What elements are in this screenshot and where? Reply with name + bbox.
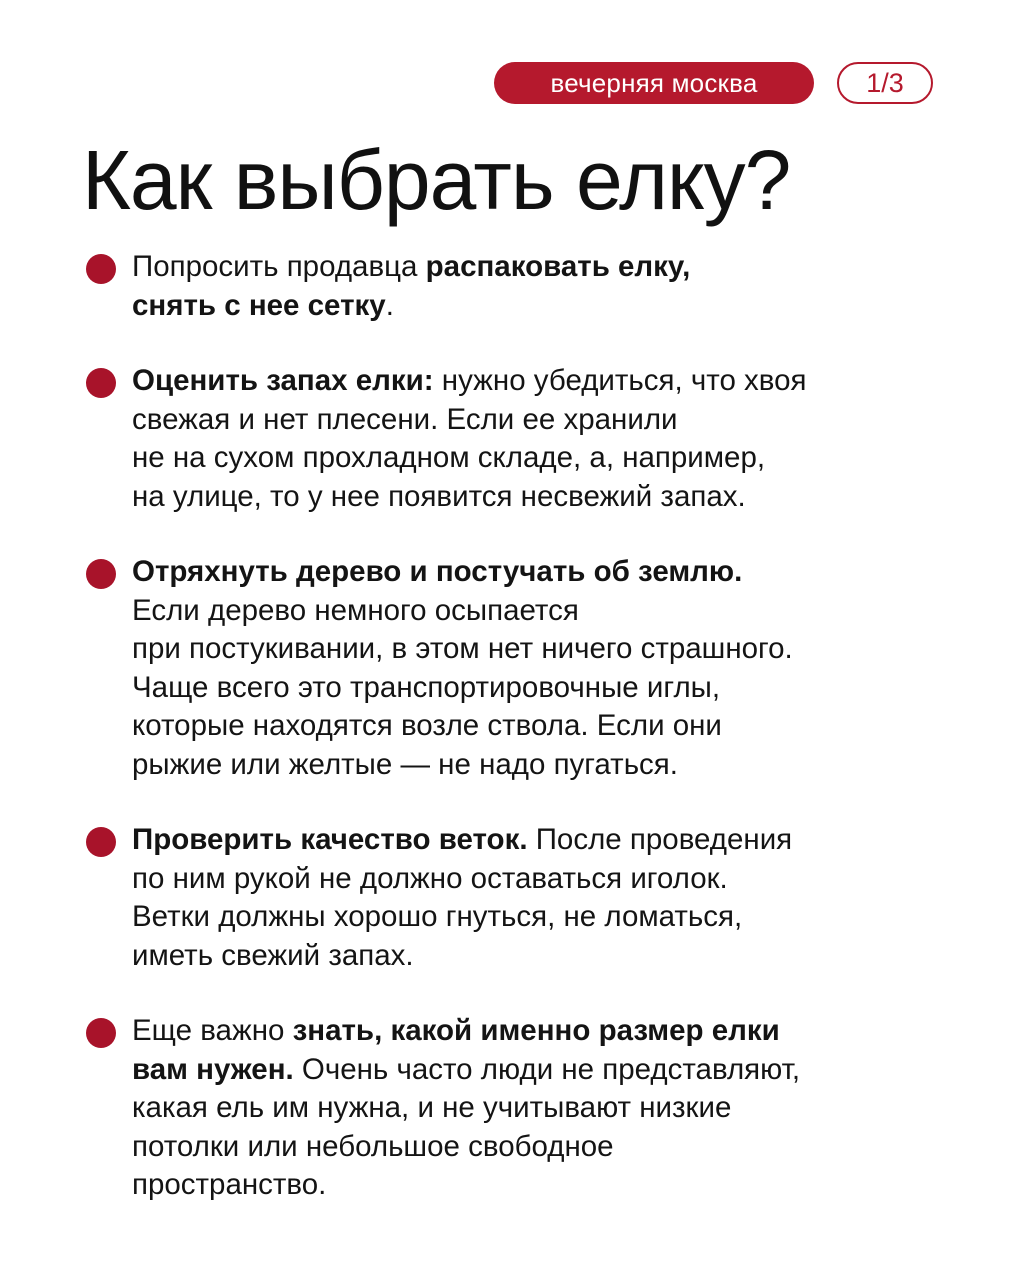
tip-bold-text: снять с нее сетку	[132, 288, 386, 322]
tip-text: по ним рукой не должно оставаться иголок.	[132, 861, 728, 895]
tip-text: пространство.	[132, 1168, 327, 1201]
tip-bold-text: Проверить качество веток.	[132, 823, 528, 856]
list-item	[86, 553, 966, 784]
tip-text: нужно убедиться, что хвоя	[433, 364, 807, 397]
tip-text: После проведения	[527, 823, 793, 856]
tip-text: рыжие или желтые — не надо пугаться.	[132, 747, 678, 781]
tip-text: Еще важно	[132, 1014, 293, 1047]
tip-text: на улице, то у нее появится несвежий запах.	[132, 479, 746, 513]
tip-bold-text: распаковать елку,	[425, 250, 691, 283]
page-counter: 1/3	[837, 62, 933, 104]
tip-text: Чаще всего это транспортировочные иглы,	[132, 670, 721, 704]
bullet-dot-icon	[86, 559, 116, 589]
tip-text: при постукивании, в этом нет ничего страшного.	[132, 632, 793, 665]
tip-text: потолки или небольшое свободное	[132, 1129, 614, 1163]
brand-badge: вечерняя москва	[494, 62, 814, 104]
tip-text: не на сухом прохладном складе, а, например,	[132, 441, 766, 474]
bullet-dot-icon	[86, 254, 116, 284]
list-item	[86, 248, 966, 325]
tip-text: Если дерево немного осыпается	[132, 593, 579, 627]
bullet-dot-icon	[86, 368, 116, 398]
tip-text: иметь свежий запах.	[132, 938, 414, 972]
tip-text: Попросить продавца	[132, 250, 426, 283]
tips-list	[86, 248, 966, 1242]
tip-bold-text: знать, какой именно размер елки	[292, 1014, 780, 1047]
tip-text: которые находятся возле ствола. Если они	[132, 709, 722, 742]
tip-text: свежая и нет плесени. Если ее хранили	[132, 402, 678, 436]
tip-text: Ветки должны хорошо гнуться, не ломаться,	[132, 900, 743, 933]
page-title: Как выбрать елку?	[82, 133, 791, 227]
list-item	[86, 1012, 966, 1205]
tip-text: .	[385, 288, 394, 322]
tip-text: какая ель им нужна, и не учитывают низкие	[132, 1091, 732, 1124]
tip-text: Очень часто люди не представляют,	[293, 1052, 801, 1086]
tip-bold-text: Отряхнуть дерево и постучать об землю.	[132, 555, 743, 588]
tip-bold-text: вам нужен.	[132, 1052, 294, 1086]
bullet-dot-icon	[86, 1018, 116, 1048]
tip-bold-text: Оценить запах елки:	[132, 364, 434, 397]
list-item	[86, 362, 966, 516]
bullet-dot-icon	[86, 827, 116, 857]
list-item	[86, 821, 966, 975]
